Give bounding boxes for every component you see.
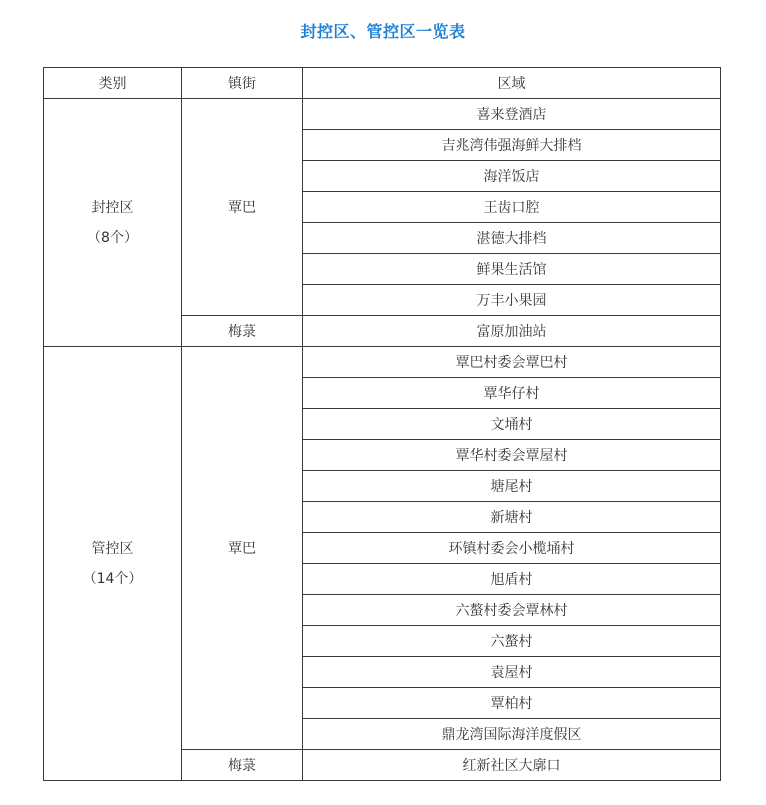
area-cell: 吉兆湾伟强海鲜大排档	[303, 130, 721, 161]
category-cell	[44, 99, 182, 347]
area-cell: 鲜果生活馆	[303, 254, 721, 285]
table-row	[44, 99, 721, 130]
area-cell: 文埇村	[303, 409, 721, 440]
town-cell: 梅菉	[182, 316, 303, 347]
table-row	[44, 347, 721, 378]
area-cell: 六螯村	[303, 626, 721, 657]
area-cell: 旭盾村	[303, 564, 721, 595]
header-town: 镇街	[182, 68, 303, 99]
area-cell: 塘尾村	[303, 471, 721, 502]
area-cell: 覃柏村	[303, 688, 721, 719]
area-cell: 覃巴村委会覃巴村	[303, 347, 721, 378]
area-cell: 环镇村委会小榄埇村	[303, 533, 721, 564]
area-cell: 鼎龙湾国际海洋度假区	[303, 719, 721, 750]
area-cell: 万丰小果园	[303, 285, 721, 316]
header-area: 区域	[303, 68, 721, 99]
category-cell	[44, 347, 182, 781]
category-count: （8个）	[87, 229, 138, 246]
category-count: （14个）	[82, 570, 143, 587]
area-cell: 王齿口腔	[303, 192, 721, 223]
area-cell: 海洋饭店	[303, 161, 721, 192]
category-name: 封控区	[91, 199, 134, 216]
town-cell: 覃巴	[182, 347, 303, 750]
table-body	[44, 99, 721, 781]
area-cell: 富原加油站	[303, 316, 721, 347]
area-cell: 湛德大排档	[303, 223, 721, 254]
table-header-row	[44, 68, 721, 99]
area-cell: 新塘村	[303, 502, 721, 533]
area-cell: 袁屋村	[303, 657, 721, 688]
page-title: 封控区、管控区一览表	[300, 22, 466, 41]
area-cell: 喜来登酒店	[303, 99, 721, 130]
category-name: 管控区	[91, 540, 134, 557]
area-cell: 覃华仔村	[303, 378, 721, 409]
area-cell: 覃华村委会覃屋村	[303, 440, 721, 471]
area-cell: 红新社区大廓口	[303, 750, 721, 781]
town-cell: 覃巴	[182, 99, 303, 316]
town-cell: 梅菉	[182, 750, 303, 781]
area-cell: 六螯村委会覃林村	[303, 595, 721, 626]
zones-table	[43, 67, 721, 781]
header-category: 类别	[44, 68, 182, 99]
